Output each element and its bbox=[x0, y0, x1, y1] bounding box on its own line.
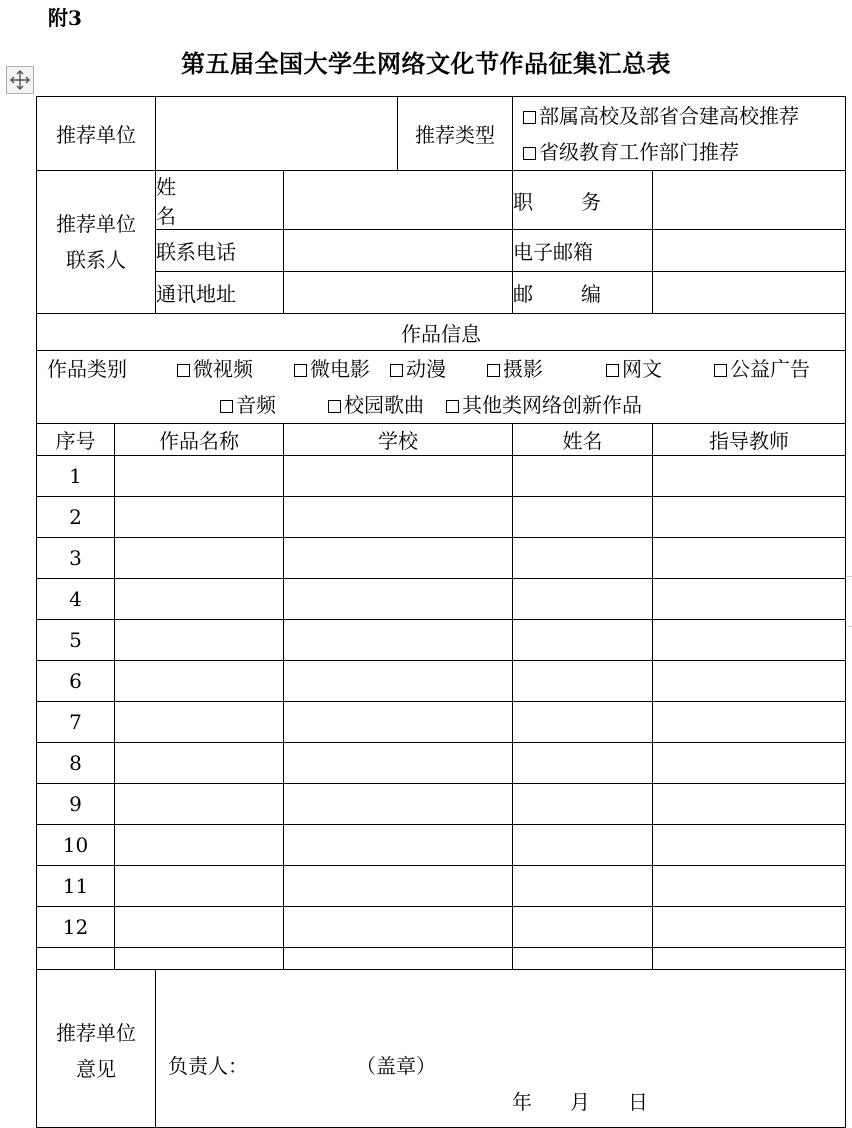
school-cell[interactable] bbox=[284, 620, 513, 661]
works-section-row bbox=[37, 314, 846, 351]
table-row bbox=[37, 538, 846, 579]
table-row bbox=[37, 784, 846, 825]
school-cell[interactable] bbox=[284, 661, 513, 702]
checkbox-icon bbox=[487, 364, 500, 377]
row-index: 8 bbox=[37, 743, 115, 784]
work-title-cell[interactable] bbox=[115, 907, 284, 948]
advisor-cell[interactable] bbox=[653, 538, 846, 579]
header-advisor: 指导教师 bbox=[653, 424, 846, 456]
table-row bbox=[37, 497, 846, 538]
checkbox-icon bbox=[523, 111, 536, 124]
name-cell[interactable] bbox=[513, 497, 653, 538]
checkbox-icon bbox=[220, 400, 233, 413]
table-row bbox=[37, 866, 846, 907]
work-title-cell[interactable] bbox=[115, 866, 284, 907]
name-cell[interactable] bbox=[513, 743, 653, 784]
school-cell[interactable] bbox=[284, 743, 513, 784]
header-work-title: 作品名称 bbox=[115, 424, 284, 456]
work-title-cell[interactable] bbox=[115, 456, 284, 497]
advisor-cell[interactable] bbox=[653, 743, 846, 784]
name-cell[interactable] bbox=[513, 661, 653, 702]
category-option[interactable]: 校园歌曲 bbox=[328, 387, 446, 423]
name-cell[interactable] bbox=[513, 948, 653, 970]
contact-row-phone bbox=[37, 230, 846, 272]
advisor-cell[interactable] bbox=[653, 702, 846, 743]
row-index: 4 bbox=[37, 579, 115, 620]
checkbox-icon bbox=[446, 400, 459, 413]
works-category-label: 作品类别 bbox=[47, 357, 127, 381]
contact-postcode-field[interactable] bbox=[653, 272, 846, 314]
category-option[interactable]: 摄影 bbox=[487, 351, 606, 387]
work-title-cell[interactable] bbox=[115, 579, 284, 620]
works-category-cell bbox=[37, 351, 846, 424]
checkbox-icon bbox=[606, 364, 619, 377]
advisor-cell[interactable] bbox=[653, 579, 846, 620]
category-option[interactable]: 公益广告 bbox=[714, 351, 810, 387]
school-cell[interactable] bbox=[284, 907, 513, 948]
advisor-cell[interactable] bbox=[653, 620, 846, 661]
work-title-cell[interactable] bbox=[115, 702, 284, 743]
contact-postcode-label: 邮编 bbox=[513, 272, 653, 314]
work-title-cell[interactable] bbox=[115, 620, 284, 661]
seal-label: （盖章） bbox=[356, 1054, 436, 1078]
row-index: 10 bbox=[37, 825, 115, 866]
work-title-cell[interactable] bbox=[115, 784, 284, 825]
day-label: 日 bbox=[628, 1090, 648, 1114]
collection-summary-table bbox=[36, 96, 846, 1128]
table-row bbox=[37, 702, 846, 743]
row-index: 1 bbox=[37, 456, 115, 497]
school-cell[interactable] bbox=[284, 497, 513, 538]
row-index: 2 bbox=[37, 497, 115, 538]
recommend-row bbox=[37, 97, 846, 171]
recommend-type-option[interactable]: 部属高校及部省合建高校推荐 bbox=[513, 98, 845, 134]
table-row bbox=[37, 456, 846, 497]
name-cell[interactable] bbox=[513, 784, 653, 825]
checkbox-icon bbox=[294, 364, 307, 377]
advisor-cell[interactable] bbox=[653, 907, 846, 948]
contact-address-field[interactable] bbox=[284, 272, 513, 314]
name-cell[interactable] bbox=[513, 866, 653, 907]
checkbox-icon bbox=[714, 364, 727, 377]
advisor-cell[interactable] bbox=[653, 456, 846, 497]
school-cell[interactable] bbox=[284, 538, 513, 579]
category-option[interactable]: 微视频 bbox=[177, 351, 294, 387]
checkbox-icon bbox=[390, 364, 403, 377]
works-section-title: 作品信息 bbox=[37, 314, 846, 351]
page-title: 第五届全国大学生网络文化节作品征集汇总表 bbox=[181, 49, 671, 78]
row-index: 12 bbox=[37, 907, 115, 948]
name-cell[interactable] bbox=[513, 620, 653, 661]
opinion-label: 推荐单位 意见 bbox=[37, 970, 156, 1128]
school-cell[interactable] bbox=[284, 866, 513, 907]
works-header-row bbox=[37, 424, 846, 456]
recommend-type-options bbox=[513, 97, 846, 171]
contact-label: 推荐单位联系人 bbox=[37, 171, 156, 314]
work-title-cell[interactable] bbox=[115, 948, 284, 970]
table-row bbox=[37, 579, 846, 620]
header-index: 序号 bbox=[37, 424, 115, 456]
checkbox-icon bbox=[328, 400, 341, 413]
month-label: 月 bbox=[570, 1090, 590, 1114]
work-title-cell[interactable] bbox=[115, 825, 284, 866]
category-option[interactable]: 音频 bbox=[220, 387, 328, 423]
contact-email-label: 电子邮箱 bbox=[513, 230, 653, 272]
contact-email-field[interactable] bbox=[653, 230, 846, 272]
row-index: 9 bbox=[37, 784, 115, 825]
contact-name-field[interactable] bbox=[284, 171, 513, 230]
row-index: 7 bbox=[37, 702, 115, 743]
work-title-cell[interactable] bbox=[115, 497, 284, 538]
recommend-type-option[interactable]: 省级教育工作部门推荐 bbox=[513, 134, 845, 170]
contact-row-name bbox=[37, 171, 846, 230]
contact-position-label: 职务 bbox=[513, 171, 653, 230]
opinion-field[interactable] bbox=[156, 970, 846, 1128]
school-cell[interactable] bbox=[284, 948, 513, 970]
advisor-cell[interactable] bbox=[653, 497, 846, 538]
checkbox-icon bbox=[523, 147, 536, 160]
category-option[interactable]: 其他类网络创新作品 bbox=[446, 387, 642, 423]
category-option[interactable]: 微电影 bbox=[294, 351, 390, 387]
work-title-cell[interactable] bbox=[115, 661, 284, 702]
margin-marker bbox=[847, 626, 852, 627]
advisor-cell[interactable] bbox=[653, 948, 846, 970]
school-cell[interactable] bbox=[284, 702, 513, 743]
name-cell[interactable] bbox=[513, 825, 653, 866]
category-option[interactable]: 动漫 bbox=[390, 351, 487, 387]
advisor-cell[interactable] bbox=[653, 825, 846, 866]
contact-phone-field[interactable] bbox=[284, 230, 513, 272]
contact-row-address bbox=[37, 272, 846, 314]
table-row bbox=[37, 620, 846, 661]
recommend-unit-field[interactable] bbox=[156, 97, 398, 171]
row-index bbox=[37, 948, 115, 970]
opinion-row bbox=[37, 970, 846, 1128]
header-name: 姓名 bbox=[513, 424, 653, 456]
recommend-unit-label: 推荐单位 bbox=[37, 97, 156, 171]
school-cell[interactable] bbox=[284, 784, 513, 825]
work-title-cell[interactable] bbox=[115, 538, 284, 579]
recommend-type-label: 推荐类型 bbox=[398, 97, 513, 171]
row-index: 5 bbox=[37, 620, 115, 661]
work-title-cell[interactable] bbox=[115, 743, 284, 784]
name-cell[interactable] bbox=[513, 702, 653, 743]
contact-name-label: 姓名 bbox=[156, 171, 284, 230]
table-row bbox=[37, 743, 846, 784]
contact-phone-label: 联系电话 bbox=[156, 230, 284, 272]
contact-address-label: 通讯地址 bbox=[156, 272, 284, 314]
table-row bbox=[37, 825, 846, 866]
name-cell[interactable] bbox=[513, 538, 653, 579]
advisor-cell[interactable] bbox=[653, 661, 846, 702]
checkbox-icon bbox=[177, 364, 190, 377]
table-row bbox=[37, 661, 846, 702]
attachment-label: 附3 bbox=[48, 6, 82, 30]
responsible-person-label: 负责人： bbox=[168, 1054, 248, 1078]
category-option[interactable]: 网文 bbox=[606, 351, 714, 387]
advisor-cell[interactable] bbox=[653, 784, 846, 825]
school-cell[interactable] bbox=[284, 825, 513, 866]
table-row bbox=[37, 907, 846, 948]
row-index: 3 bbox=[37, 538, 115, 579]
contact-position-field[interactable] bbox=[653, 171, 846, 230]
works-category-row bbox=[37, 351, 846, 424]
name-cell[interactable] bbox=[513, 579, 653, 620]
row-index: 6 bbox=[37, 661, 115, 702]
advisor-cell[interactable] bbox=[653, 866, 846, 907]
row-index: 11 bbox=[37, 866, 115, 907]
table-row-blank bbox=[37, 948, 846, 970]
name-cell[interactable] bbox=[513, 907, 653, 948]
school-cell[interactable] bbox=[284, 456, 513, 497]
year-label: 年 bbox=[512, 1090, 532, 1114]
header-school: 学校 bbox=[284, 424, 513, 456]
name-cell[interactable] bbox=[513, 456, 653, 497]
margin-marker bbox=[847, 576, 852, 577]
school-cell[interactable] bbox=[284, 579, 513, 620]
